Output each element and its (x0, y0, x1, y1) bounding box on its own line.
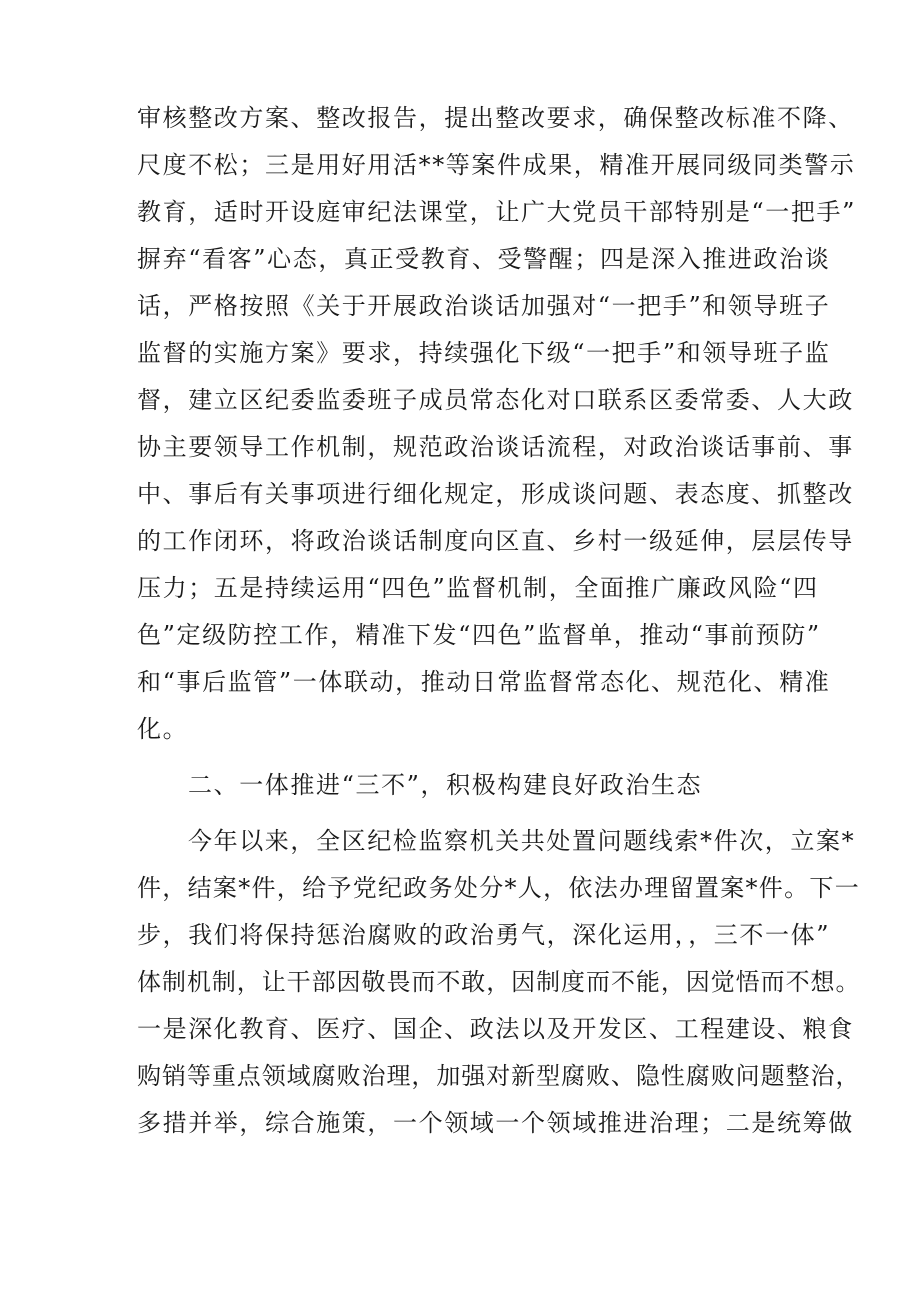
body-text-line: 督，建立区纪委监委班子成员常态化对口联系区委常委、人大政 (137, 386, 854, 414)
body-text-line: 购销等重点领域腐败治理，加强对新型腐败、隐性腐败问题整治， (137, 1062, 861, 1090)
body-text-line: 摒弃“看客”心态，真正受教育、受警醒；四是深入推进政治谈 (137, 245, 831, 273)
body-text-line: 体制机制，让干部因敬畏而不敢，因制度而不能，因觉悟而不想。 (137, 968, 861, 996)
body-text-line: 压力；五是持续运用“四色”监督机制，全面推广廉政风险“四 (137, 574, 819, 602)
body-text-line: 多措并举，综合施策，一个领域一个领域推进治理；二是统筹做 (137, 1109, 854, 1137)
body-text-line: 步，我们将保持惩治腐败的政治勇气，深化运用，，三不一体” (137, 921, 831, 949)
body-text-line: 话，严格按照《关于开展政治谈话加强对“一把手”和领导班子 (137, 292, 831, 320)
body-text-line: 化。 (137, 715, 189, 743)
body-text-line: 和“事后监管”一体联动，推动日常监督常态化、规范化、精准 (137, 668, 831, 696)
body-text-line: 协主要领导工作机制，规范政治谈话流程，对政治谈话事前、事 (137, 433, 854, 461)
body-text-line: 一是深化教育、医疗、国企、政法以及开发区、工程建设、粮食 (137, 1015, 854, 1043)
body-text-line: 审核整改方案、整改报告，提出整改要求，确保整改标准不降、 (137, 104, 854, 132)
body-text-line: 教育，适时开设庭审纪法课堂，让广大党员干部特别是“一把手” (137, 198, 856, 226)
body-text-line: 的工作闭环，将政治谈话制度向区直、乡村一级延伸，层层传导 (137, 527, 854, 555)
paragraph-first-line: 今年以来，全区纪检监察机关共处置问题线索*件次，立案* (188, 827, 856, 855)
body-text-line: 件，结案*件，给予党纪政务处分*人，依法办理留置案*件。下一 (137, 874, 860, 902)
section-heading: 二、一体推进“三不”，积极构建良好政治生态 (188, 771, 703, 799)
body-text-line: 中、事后有关事项进行细化规定，形成谈问题、表态度、抓整改 (137, 480, 854, 508)
body-text-line: 色”定级防控工作，精准下发“四色”监督单，推动“事前预防” (137, 621, 821, 649)
body-text-line: 监督的实施方案》要求，持续强化下级“一把手”和领导班子监 (137, 339, 831, 367)
body-text-line: 尺度不松；三是用好用活**等案件成果，精准开展同级同类警示 (137, 151, 856, 179)
